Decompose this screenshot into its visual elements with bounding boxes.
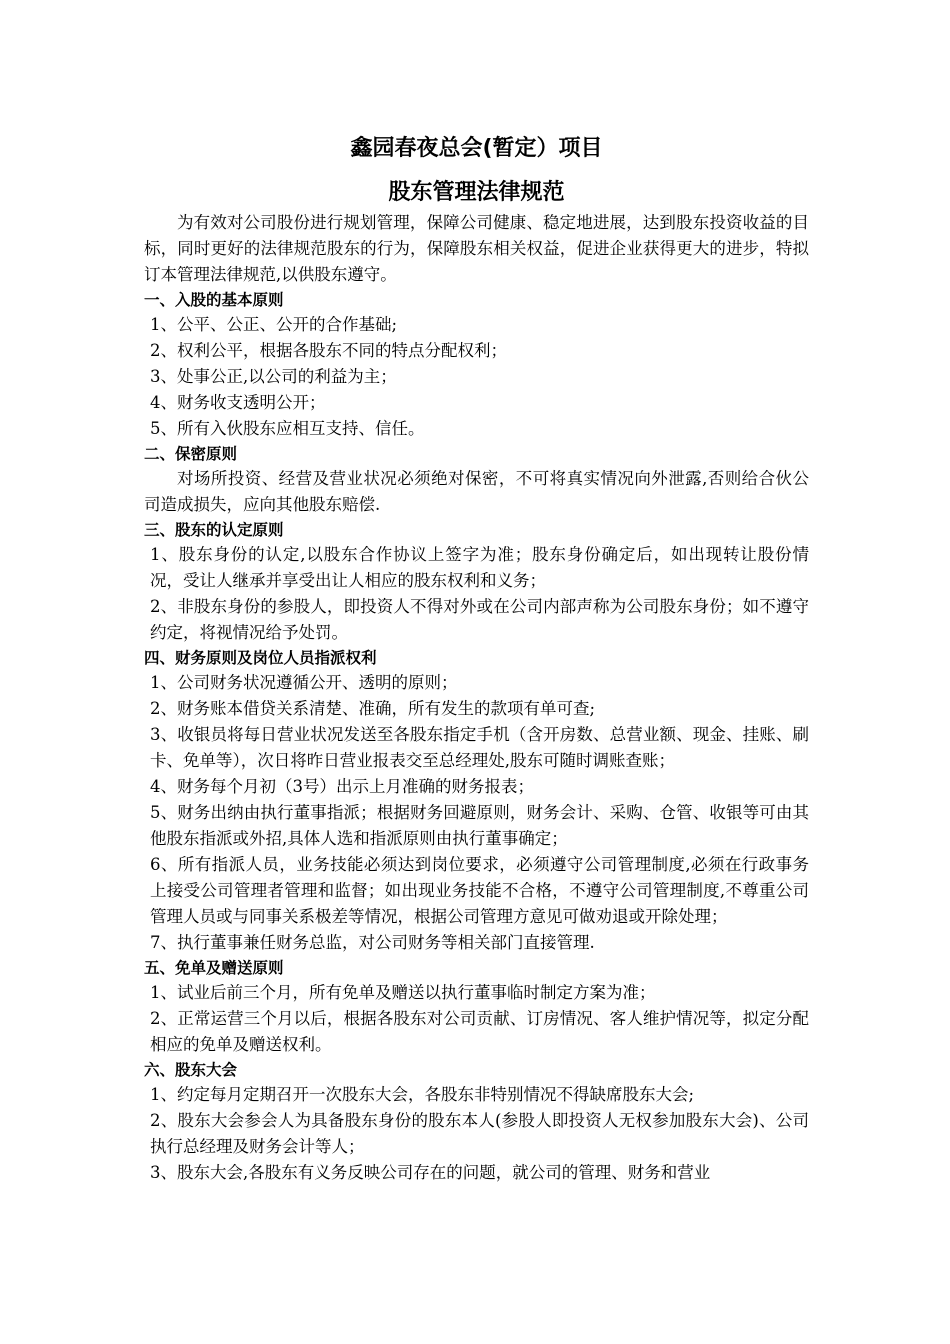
section-heading: 五、免单及赠送原则 [144, 959, 284, 977]
list-item: 2、股东大会参会人为具备股东身份的股东本人(参股人即投资人无权参加股东大会)、公司执行总经理及财务会计等人； [150, 1111, 809, 1156]
list-item: 5、财务出纳由执行董事指派；根据财务回避原则，财务会计、采购、仓管、收银等可由其他股东指派或外招,具体人选和指派原则由执行董事确定； [150, 803, 809, 848]
list-item: 3、股东大会,各股东有义务反映公司存在的问题，就公司的管理、财务和营业 [150, 1163, 711, 1182]
section-heading: 二、保密原则 [144, 445, 238, 463]
section-paragraph: 对场所投资、经营及营业状况必须绝对保密，不可将真实情况向外泄露,否则给合伙公司造成损失，应向其他股东赔偿. [144, 469, 809, 514]
section-shareholder-identification [144, 518, 809, 646]
list-item: 1、试业后前三个月，所有免单及赠送以执行董事临时制定方案为准； [150, 983, 656, 1002]
section-heading: 四、财务原则及岗位人员指派权利 [144, 649, 377, 667]
list-item: 5、所有入伙股东应相互支持、信任。 [150, 419, 425, 438]
list-item: 4、财务每个月初（3号）出示上月准确的财务报表； [150, 777, 534, 796]
document-page [144, 126, 809, 1186]
list-item: 3、收银员将每日营业状况发送至各股东指定手机（含开房数、总营业额、现金、挂账、刷卡、免单等），次日将昨日营业报表交至总经理处,股东可随时调账查账； [150, 725, 809, 770]
list-item: 2、正常运营三个月以后，根据各股东对公司贡献、订房情况、客人维护情况等，拟定分配相应的免单及赠送权利。 [150, 1009, 809, 1054]
list-item: 1、约定每月定期召开一次股东大会，各股东非特别情况不得缺席股东大会; [150, 1085, 695, 1104]
section-heading: 一、入股的基本原则 [144, 291, 284, 309]
document-subtitle: 股东管理法律规范 [388, 180, 565, 205]
list-item: 6、所有指派人员，业务技能必须达到岗位要求，必须遵守公司管理制度,必须在行政事务上接受公司管理者管理和监督；如出现业务技能不合格，不遵守公司管理制度,不尊重公司管理人员或与同事关系极差等情况，根据公司管理方意见可做劝退或开除处理； [150, 855, 809, 926]
intro-paragraph: 为有效对公司股份进行规划管理，保障公司健康、稳定地进展，达到股东投资收益的目标，同时更好的法律规范股东的行为，保障股东相关权益，促进企业获得更大的进步，特拟订本管理法律规范,以供股东遵守。 [144, 213, 809, 284]
list-item: 7、执行董事兼任财务总监，对公司财务等相关部门直接管理. [150, 933, 595, 952]
document-title: 鑫园春夜总会(暂定）项目 [350, 136, 603, 161]
list-item: 1、公平、公正、公开的合作基础; [150, 315, 398, 334]
section-heading: 三、股东的认定原则 [144, 521, 284, 539]
section-free-orders [144, 956, 809, 1058]
list-item: 2、财务账本借贷关系清楚、准确，所有发生的款项有单可查; [150, 699, 596, 718]
section-heading: 六、股东大会 [144, 1061, 238, 1079]
section-confidentiality [144, 442, 809, 518]
section-shareholder-meeting [144, 1058, 809, 1186]
list-item: 2、权利公平，根据各股东不同的特点分配权利； [150, 341, 507, 360]
list-item: 2、非股东身份的参股人，即投资人不得对外或在公司内部声称为公司股东身份；如不遵守约定，将视情况给予处罚。 [150, 597, 809, 642]
list-item: 3、处事公正,以公司的利益为主； [150, 367, 397, 386]
list-item: 4、财务收支透明公开； [150, 393, 326, 412]
section-basic-principles [144, 288, 809, 442]
section-finance-principles [144, 646, 809, 956]
list-item: 1、公司财务状况遵循公开、透明的原则； [150, 673, 458, 692]
list-item: 1、股东身份的认定,以股东合作协议上签字为准；股东身份确定后，如出现转让股份情况，受让人继承并享受出让人相应的股东权利和义务； [150, 545, 809, 590]
